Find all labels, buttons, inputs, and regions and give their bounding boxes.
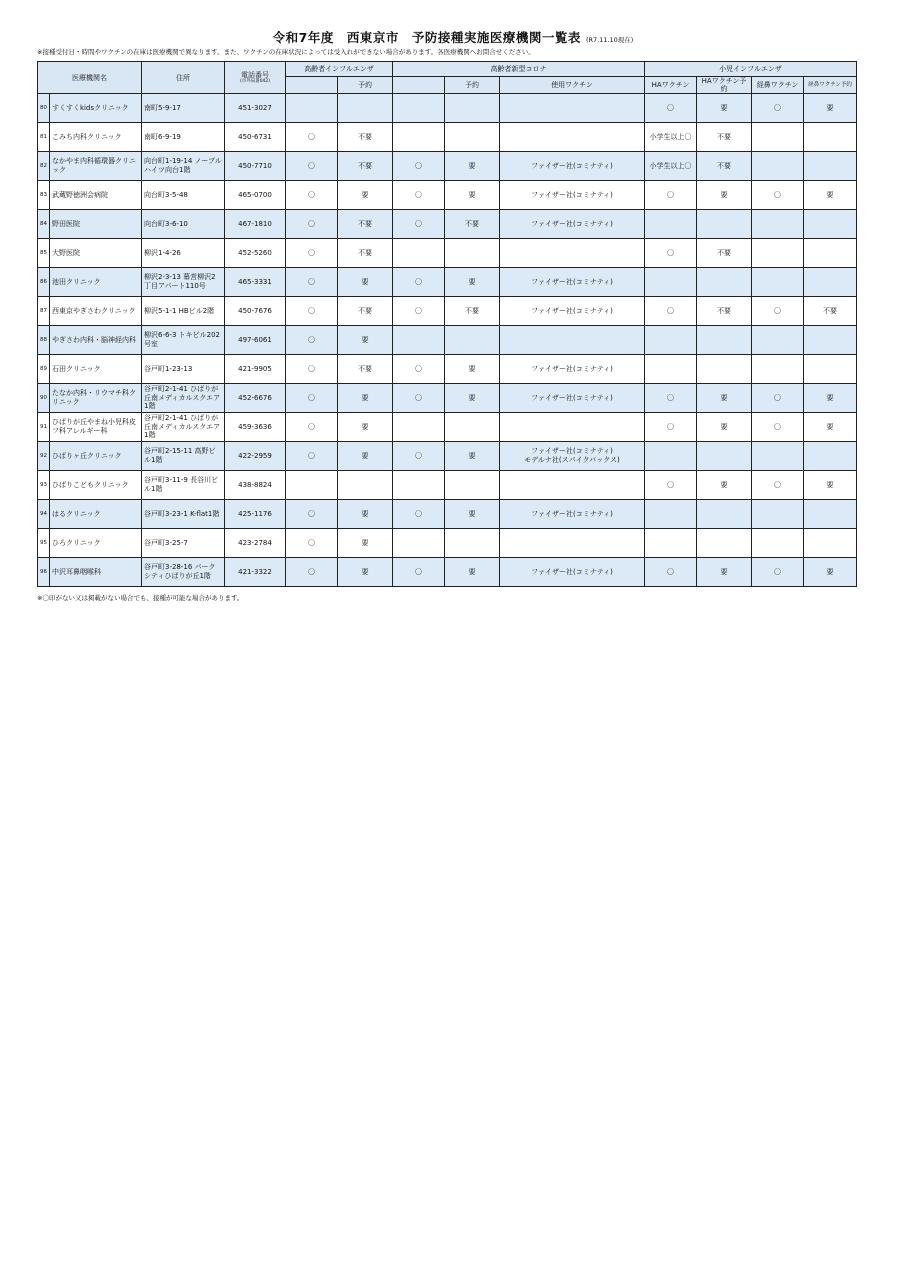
institution-address: 谷戸町3-11-9 長谷川ビル1階 [142, 471, 225, 500]
elderly-covid-mark [393, 529, 445, 558]
ha-vaccine-mark: 〇 [645, 181, 697, 210]
phone-number: 452-5260 [225, 239, 286, 268]
ha-vaccine-reservation: 不要 [697, 297, 752, 326]
ha-vaccine-mark [645, 210, 697, 239]
row-number: 85 [38, 239, 50, 268]
nasal-vaccine-mark: 〇 [752, 413, 804, 442]
ha-vaccine-reservation: 要 [697, 471, 752, 500]
elderly-covid-mark: 〇 [393, 500, 445, 529]
header-ha-reservation: HAワクチン予約 [697, 77, 752, 94]
vaccine-used [500, 239, 645, 268]
phone-number: 459-3636 [225, 413, 286, 442]
elderly-flu-mark: 〇 [286, 413, 338, 442]
row-number: 84 [38, 210, 50, 239]
institution-name: 武蔵野徳洲会病院 [50, 181, 142, 210]
ha-vaccine-reservation [697, 355, 752, 384]
elderly-covid-reservation: 要 [445, 558, 500, 587]
vaccine-used [500, 529, 645, 558]
elderly-flu-mark: 〇 [286, 181, 338, 210]
elderly-flu-mark: 〇 [286, 529, 338, 558]
nasal-vaccine-reservation: 要 [804, 558, 857, 587]
header-vaccine-used: 使用ワクチン [500, 77, 645, 94]
elderly-covid-mark: 〇 [393, 268, 445, 297]
ha-vaccine-mark: 小学生以上〇 [645, 123, 697, 152]
institution-address: 向台町1-19-14 ノーブルハイツ向台1階 [142, 152, 225, 181]
institution-name: ひばりこどもクリニック [50, 471, 142, 500]
elderly-flu-reservation: 不要 [338, 297, 393, 326]
elderly-covid-reservation: 要 [445, 442, 500, 471]
header-elderly-covid: 高齢者新型コロナ [393, 62, 645, 77]
header-ha-vaccine: HAワクチン [645, 77, 697, 94]
row-number: 93 [38, 471, 50, 500]
ha-vaccine-mark [645, 355, 697, 384]
nasal-vaccine-mark [752, 239, 804, 268]
header-phone-sub: (市外局番042) [239, 78, 271, 84]
vaccine-used [500, 123, 645, 152]
elderly-flu-reservation: 要 [338, 413, 393, 442]
row-number: 95 [38, 529, 50, 558]
elderly-covid-mark: 〇 [393, 297, 445, 326]
elderly-covid-reservation: 要 [445, 500, 500, 529]
row-number: 81 [38, 123, 50, 152]
elderly-covid-reservation [445, 123, 500, 152]
table-row [38, 297, 857, 326]
vaccine-used: ファイザー社(コミナティ) [500, 500, 645, 529]
table-row [38, 268, 857, 297]
elderly-covid-reservation [445, 94, 500, 123]
ha-vaccine-mark: 〇 [645, 297, 697, 326]
phone-number: 421-9905 [225, 355, 286, 384]
header-elderly-covid-blank [393, 77, 445, 94]
institution-address: 柳沢2-3-13 幕営柳沢2丁目アパート110号 [142, 268, 225, 297]
phone-number: 467-1810 [225, 210, 286, 239]
nasal-vaccine-reservation [804, 529, 857, 558]
ha-vaccine-mark [645, 442, 697, 471]
elderly-flu-reservation: 要 [338, 500, 393, 529]
row-number: 82 [38, 152, 50, 181]
nasal-vaccine-mark: 〇 [752, 181, 804, 210]
nasal-vaccine-reservation [804, 210, 857, 239]
institution-name: やぎさわ内科・脳神経内科 [50, 326, 142, 355]
row-number: 87 [38, 297, 50, 326]
table-row [38, 94, 857, 123]
header-name: 医療機関名 [38, 62, 142, 94]
elderly-covid-mark: 〇 [393, 152, 445, 181]
elderly-covid-reservation: 不要 [445, 297, 500, 326]
ha-vaccine-reservation [697, 529, 752, 558]
elderly-flu-reservation: 要 [338, 529, 393, 558]
elderly-flu-mark: 〇 [286, 442, 338, 471]
vaccine-used: ファイザー社(コミナティ) [500, 384, 645, 413]
nasal-vaccine-mark: 〇 [752, 94, 804, 123]
elderly-flu-reservation: 不要 [338, 355, 393, 384]
vaccine-used: ファイザー社(コミナティ) [500, 181, 645, 210]
elderly-flu-reservation: 要 [338, 384, 393, 413]
ha-vaccine-mark [645, 529, 697, 558]
institution-name: こみち内科クリニック [50, 123, 142, 152]
row-number: 88 [38, 326, 50, 355]
institution-name: すくすくkidsクリニック [50, 94, 142, 123]
elderly-flu-reservation: 要 [338, 268, 393, 297]
ha-vaccine-reservation: 要 [697, 94, 752, 123]
elderly-flu-mark: 〇 [286, 384, 338, 413]
phone-number: 497-6061 [225, 326, 286, 355]
nasal-vaccine-reservation [804, 123, 857, 152]
nasal-vaccine-reservation: 不要 [804, 297, 857, 326]
vaccine-used: ファイザー社(コミナティ) [500, 355, 645, 384]
elderly-flu-mark: 〇 [286, 123, 338, 152]
elderly-covid-reservation [445, 471, 500, 500]
nasal-vaccine-reservation [804, 268, 857, 297]
elderly-covid-reservation: 要 [445, 181, 500, 210]
top-note: ※接種受付日・時間やワクチンの在庫は医療機関で異なります。また、ワクチンの在庫状況によっては受入れができない場合があります。各医療機関へお問合せください。 [37, 48, 535, 56]
ha-vaccine-mark: 小学生以上〇 [645, 152, 697, 181]
ha-vaccine-mark: 〇 [645, 384, 697, 413]
elderly-flu-reservation: 不要 [338, 152, 393, 181]
elderly-flu-reservation: 要 [338, 326, 393, 355]
institution-name: はるクリニック [50, 500, 142, 529]
table-row [38, 123, 857, 152]
table-row [38, 471, 857, 500]
institution-address: 谷戸町2-1-41 ひばりが丘南メディカルスクエア1階 [142, 384, 225, 413]
nasal-vaccine-reservation [804, 355, 857, 384]
institution-address: 谷戸町3-23-1 K-flat1階 [142, 500, 225, 529]
table-row [38, 152, 857, 181]
header-elderly-flu-reservation: 予約 [338, 77, 393, 94]
phone-number: 425-1176 [225, 500, 286, 529]
elderly-covid-mark: 〇 [393, 355, 445, 384]
table-row [38, 384, 857, 413]
table-row [38, 355, 857, 384]
row-number: 92 [38, 442, 50, 471]
bottom-note: ※〇印がない又は掲載がない場合でも、接種が可能な場合があります。 [37, 594, 244, 602]
elderly-flu-mark: 〇 [286, 268, 338, 297]
nasal-vaccine-mark: 〇 [752, 558, 804, 587]
ha-vaccine-reservation [697, 500, 752, 529]
institution-name: 大野医院 [50, 239, 142, 268]
elderly-covid-mark [393, 123, 445, 152]
vaccine-used: ファイザー社(コミナティ) [500, 558, 645, 587]
table-row [38, 210, 857, 239]
institution-name: ひろクリニック [50, 529, 142, 558]
elderly-flu-mark [286, 94, 338, 123]
phone-number: 422-2959 [225, 442, 286, 471]
elderly-covid-mark: 〇 [393, 210, 445, 239]
phone-number: 450-7710 [225, 152, 286, 181]
institution-name: 野田医院 [50, 210, 142, 239]
table-row [38, 326, 857, 355]
institution-address: 谷戸町3-25-7 [142, 529, 225, 558]
phone-number: 465-0700 [225, 181, 286, 210]
vaccine-used [500, 413, 645, 442]
row-number: 96 [38, 558, 50, 587]
ha-vaccine-mark: 〇 [645, 239, 697, 268]
nasal-vaccine-reservation: 要 [804, 471, 857, 500]
document-title [0, 27, 906, 46]
nasal-vaccine-mark [752, 529, 804, 558]
institution-address: 向台町3-5-48 [142, 181, 225, 210]
phone-number: 423-2784 [225, 529, 286, 558]
elderly-flu-mark: 〇 [286, 297, 338, 326]
ha-vaccine-reservation: 要 [697, 384, 752, 413]
institution-address: 向台町3-6-10 [142, 210, 225, 239]
ha-vaccine-reservation: 不要 [697, 152, 752, 181]
institution-name: 西東京やぎさわクリニック [50, 297, 142, 326]
elderly-flu-reservation [338, 471, 393, 500]
phone-number: 438-8824 [225, 471, 286, 500]
phone-number: 450-6731 [225, 123, 286, 152]
table-row [38, 558, 857, 587]
institution-name: 池田クリニック [50, 268, 142, 297]
row-number: 83 [38, 181, 50, 210]
phone-number: 450-7676 [225, 297, 286, 326]
vaccine-used: ファイザー社(コミナティ) [500, 297, 645, 326]
vaccine-used [500, 326, 645, 355]
elderly-covid-reservation: 不要 [445, 210, 500, 239]
nasal-vaccine-mark [752, 500, 804, 529]
ha-vaccine-mark: 〇 [645, 471, 697, 500]
institution-name: たなか内科・リウマチ科クリニック [50, 384, 142, 413]
vaccine-used: ファイザー社(コミナティ) [500, 210, 645, 239]
institution-address: 南町6-9-19 [142, 123, 225, 152]
elderly-covid-mark [393, 94, 445, 123]
institution-address: 南町5-9-17 [142, 94, 225, 123]
row-number: 90 [38, 384, 50, 413]
table-row [38, 413, 857, 442]
elderly-flu-mark: 〇 [286, 558, 338, 587]
ha-vaccine-mark [645, 326, 697, 355]
phone-number: 452-6676 [225, 384, 286, 413]
ha-vaccine-reservation: 要 [697, 413, 752, 442]
institution-name: 中沢耳鼻咽喉科 [50, 558, 142, 587]
elderly-flu-mark: 〇 [286, 210, 338, 239]
nasal-vaccine-mark: 〇 [752, 297, 804, 326]
elderly-covid-mark [393, 413, 445, 442]
title-date: (R7.11.10現在) [585, 36, 634, 44]
nasal-vaccine-mark: 〇 [752, 384, 804, 413]
header-address: 住所 [142, 62, 225, 94]
elderly-covid-reservation [445, 529, 500, 558]
elderly-flu-mark: 〇 [286, 355, 338, 384]
nasal-vaccine-mark [752, 326, 804, 355]
header-elderly-flu-blank [286, 77, 338, 94]
elderly-covid-mark: 〇 [393, 558, 445, 587]
vaccine-used: ファイザー社(コミナティ) [500, 268, 645, 297]
ha-vaccine-reservation [697, 442, 752, 471]
nasal-vaccine-reservation: 要 [804, 384, 857, 413]
nasal-vaccine-reservation: 要 [804, 413, 857, 442]
nasal-vaccine-mark: 〇 [752, 471, 804, 500]
row-number: 94 [38, 500, 50, 529]
nasal-vaccine-mark [752, 355, 804, 384]
institution-name: ひばりが丘やまね小児科皮フ科アレルギー科 [50, 413, 142, 442]
ha-vaccine-reservation: 要 [697, 558, 752, 587]
institution-address: 谷戸町2-15-11 高野ビル1階 [142, 442, 225, 471]
nasal-vaccine-reservation [804, 152, 857, 181]
phone-number: 465-3331 [225, 268, 286, 297]
nasal-vaccine-reservation: 要 [804, 94, 857, 123]
table-row [38, 239, 857, 268]
nasal-vaccine-mark [752, 123, 804, 152]
row-number: 80 [38, 94, 50, 123]
elderly-covid-reservation: 要 [445, 355, 500, 384]
ha-vaccine-reservation [697, 210, 752, 239]
elderly-flu-reservation: 不要 [338, 210, 393, 239]
ha-vaccine-reservation [697, 326, 752, 355]
ha-vaccine-mark [645, 500, 697, 529]
header-phone [225, 62, 286, 94]
vaccine-used [500, 94, 645, 123]
elderly-covid-reservation [445, 239, 500, 268]
row-number: 86 [38, 268, 50, 297]
medical-institution-table [37, 61, 857, 587]
institution-name: なかやま内科循環器クリニック [50, 152, 142, 181]
ha-vaccine-mark [645, 268, 697, 297]
phone-number: 421-3322 [225, 558, 286, 587]
elderly-flu-mark: 〇 [286, 500, 338, 529]
institution-address: 谷戸町1-23-13 [142, 355, 225, 384]
vaccine-used: ファイザー社(コミナティ) [500, 152, 645, 181]
header-nasal-vaccine: 経鼻ワクチン [752, 77, 804, 94]
elderly-covid-reservation [445, 413, 500, 442]
elderly-covid-reservation: 要 [445, 268, 500, 297]
table-row [38, 442, 857, 471]
elderly-flu-reservation: 不要 [338, 239, 393, 268]
nasal-vaccine-reservation: 要 [804, 181, 857, 210]
nasal-vaccine-mark [752, 152, 804, 181]
institution-name: ひばりヶ丘クリニック [50, 442, 142, 471]
phone-number: 451-3027 [225, 94, 286, 123]
ha-vaccine-reservation: 不要 [697, 123, 752, 152]
table-row [38, 500, 857, 529]
table-row [38, 181, 857, 210]
nasal-vaccine-reservation [804, 500, 857, 529]
vaccine-used: ファイザー社(コミナティ) モデルナ社(スパイクバックス) [500, 442, 645, 471]
elderly-flu-reservation: 要 [338, 558, 393, 587]
nasal-vaccine-mark [752, 210, 804, 239]
institution-address: 柳沢6-6-3 トキビル202号室 [142, 326, 225, 355]
elderly-flu-mark [286, 471, 338, 500]
elderly-covid-mark [393, 471, 445, 500]
table-row [38, 529, 857, 558]
elderly-flu-reservation: 要 [338, 442, 393, 471]
elderly-covid-reservation: 要 [445, 152, 500, 181]
elderly-flu-reservation: 要 [338, 181, 393, 210]
institution-address: 柳沢1-4-26 [142, 239, 225, 268]
elderly-flu-mark: 〇 [286, 152, 338, 181]
ha-vaccine-reservation: 要 [697, 181, 752, 210]
institution-address: 柳沢5-1-1 HBビル2階 [142, 297, 225, 326]
elderly-flu-mark: 〇 [286, 239, 338, 268]
nasal-vaccine-reservation [804, 326, 857, 355]
elderly-covid-mark: 〇 [393, 384, 445, 413]
institution-name: 石田クリニック [50, 355, 142, 384]
ha-vaccine-mark: 〇 [645, 558, 697, 587]
table-body [38, 94, 857, 587]
row-number: 91 [38, 413, 50, 442]
header-phone-label: 電話番号 [241, 70, 269, 79]
nasal-vaccine-mark [752, 268, 804, 297]
header-elderly-flu: 高齢者インフルエンザ [286, 62, 393, 77]
nasal-vaccine-mark [752, 442, 804, 471]
elderly-covid-mark: 〇 [393, 442, 445, 471]
ha-vaccine-mark: 〇 [645, 413, 697, 442]
header-nasal-reservation: 経鼻ワクチン予約 [804, 77, 857, 94]
elderly-flu-reservation [338, 94, 393, 123]
header-elderly-covid-reservation: 予約 [445, 77, 500, 94]
ha-vaccine-reservation [697, 268, 752, 297]
institution-address: 谷戸町2-1-41 ひばりが丘南メディカルスクエア1階 [142, 413, 225, 442]
header-child-flu: 小児インフルエンザ [645, 62, 857, 77]
nasal-vaccine-reservation [804, 442, 857, 471]
ha-vaccine-reservation: 不要 [697, 239, 752, 268]
elderly-covid-reservation: 要 [445, 384, 500, 413]
vaccine-used [500, 471, 645, 500]
institution-address: 谷戸町3-28-16 パークシティひばりが丘1階 [142, 558, 225, 587]
row-number: 89 [38, 355, 50, 384]
elderly-flu-reservation: 不要 [338, 123, 393, 152]
nasal-vaccine-reservation [804, 239, 857, 268]
elderly-covid-mark [393, 239, 445, 268]
elderly-flu-mark: 〇 [286, 326, 338, 355]
elderly-covid-mark [393, 326, 445, 355]
ha-vaccine-mark: 〇 [645, 94, 697, 123]
elderly-covid-mark: 〇 [393, 181, 445, 210]
elderly-covid-reservation [445, 326, 500, 355]
title-text: 令和7年度 西東京市 予防接種実施医療機関一覧表 [272, 30, 581, 45]
